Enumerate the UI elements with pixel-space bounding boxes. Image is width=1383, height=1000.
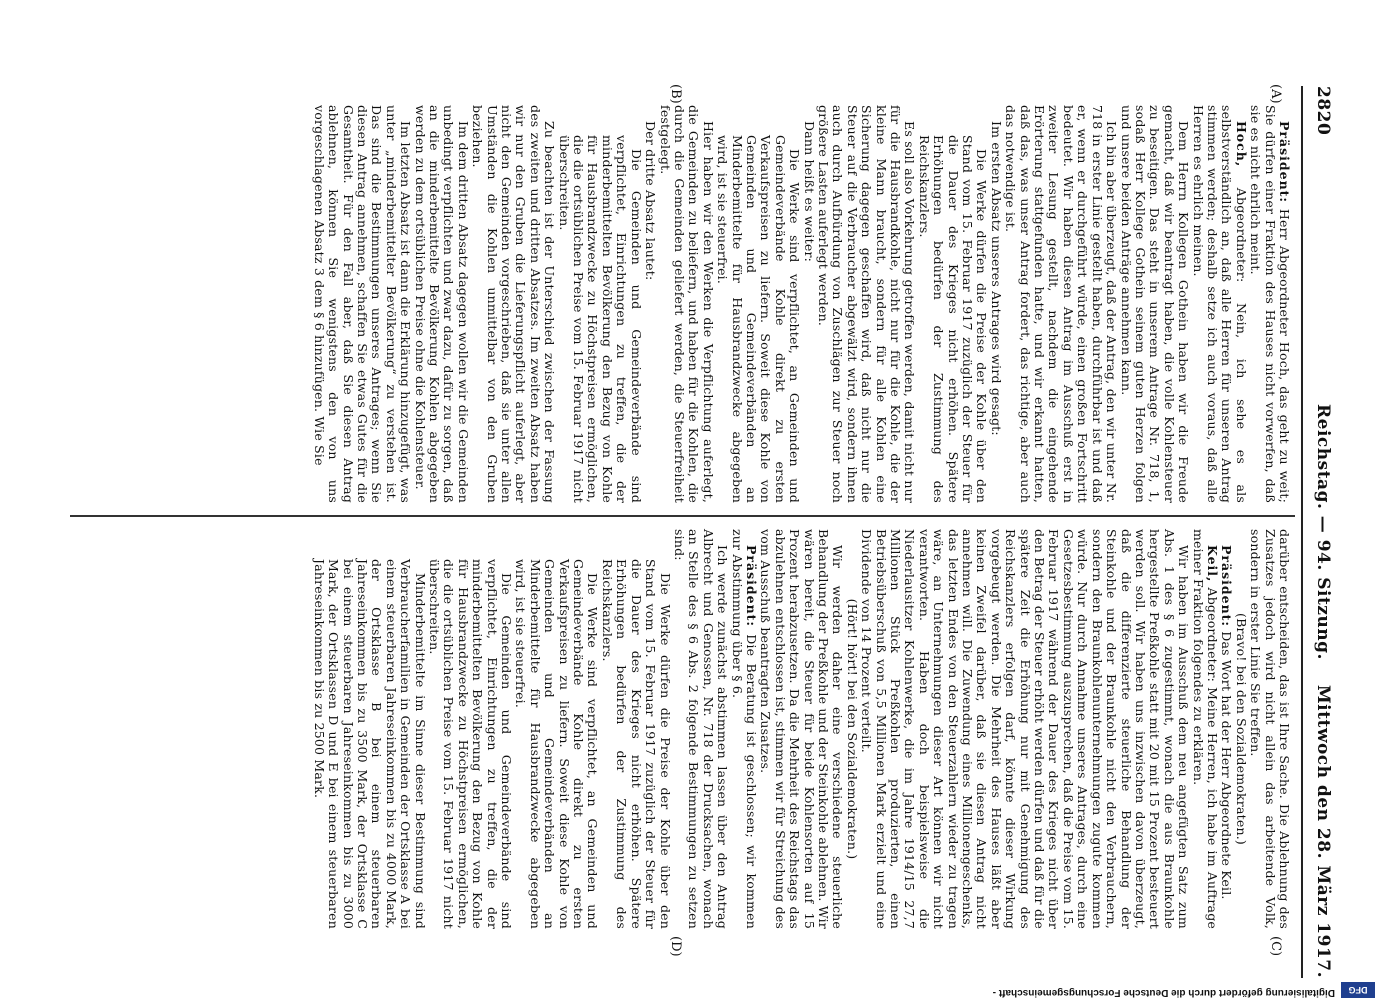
paragraph xyxy=(729,529,758,929)
dfg-logo-text: DFG xyxy=(1348,985,1368,995)
paragraph xyxy=(1248,105,1291,503)
margin-label-b: (B) xyxy=(668,84,683,104)
paragraph xyxy=(916,105,988,503)
paragraph-text: Ich bin aber überzeugt, daß der Antrag, den wir unter Nr. 718 in erster Linie gestellt haben, durchführbar ist und daß er, wenn er durchgeführt würde, einen großen Fortschritt bedeutet. Wir haben diesen Antrag im Ausschuß erst in zweiter Lesung gestellt, nachdem die eingehende Erörterung stattgefunden hatte, und wir erkannt hatten, daß das, was unser Antrag fordert, das richtige, aber auch das notwendige ist. xyxy=(1003,105,1120,503)
paragraph-text: Dann heißt es weiter: xyxy=(801,121,817,263)
paragraph xyxy=(311,105,412,503)
paragraph-text: Wir haben im Ausschuß dem neu angefügten Satz zum Abs. 1 des § 6 zugestimmt, wonach die aus Braunkohle hergestellte Preßkohle statt mit 20 mit 15 Prozent besteuert werden soll. Wir haben uns inzwischen davon überzeugt, daß die differenzierte steuerliche Behandlung der Steinkohle und der Braunkohle nicht den Verbrauchern, sondern den Braunkohlenunternehmungen zugute kommen würde. Nur durch Annahme unseres Antrages, durch eine Gesetzesbestimmung auszusprechen, daß die Preise vom 15. Februar 1917 während der Dauer des Krieges nicht über den Betrag der Steuer erhöht werden dürfen und daß für die spätere Zeit die Erhöhung nur mit Genehmigung des Reichskanzlers erfolgen darf, könnte dieser Wirkung vorgebeugt werden. Die Mehrheit des Hauses läßt aber keinen Zweifel darüber, daß sie diesen Antrag nicht annehmen will. Die Zuwendung eines Millionengeschenks, das letzten Endes von den Steuerzahlern wieder zu tragen wäre, an Unternehmungen dieser Art können wir nicht verantworten. Haben doch beispielsweise die Niederlausitzer Kohlenwerke, die im Jahre 1914/15 27,7 Millionen Stück Preßkohlen produzierten, einen Betriebsüberschuß von 5,5 Millionen Mark erzielt und eine Dividende von 14 Prozent verteilt. xyxy=(859,529,1192,929)
dfg-logo xyxy=(1341,982,1375,998)
paragraph-text: darüber entscheiden, das ist Ihre Sache. Die Ablehnung des Zusatzes jedoch wird nicht allein das arbeitende Volk, sondern in erster Linie Sie treffen. xyxy=(1248,529,1292,929)
paragraph-text: Der dritte Absatz lautet: xyxy=(643,121,659,281)
paragraph xyxy=(657,105,715,503)
header-rule xyxy=(1302,86,1304,978)
paragraph-text: Dem Herrn Kollegen Gothein haben wir die Freude gemacht, daß wir beantragt haben, die volle Kohlensteuer zu beseitigen. Das steht in unserem Antrage Nr. 718, 1, sodaß Herr Kollege Gothein seinem guten Herzen folgen und unsere beiden Anträge annehmen kann. xyxy=(1118,105,1192,503)
paragraph-text: Ich werde zunächst abstimmen lassen über den Antrag Albrecht und Genossen, Nr. 718 der Drucksachen, wonach an Stelle des § 6 Abs. 2 folgende Bestimmungen zu setzen sind: xyxy=(671,529,731,929)
paragraph-text: (Bravo! bei den Sozialdemokraten.) xyxy=(1233,613,1249,845)
paragraph xyxy=(643,105,657,503)
session-title: Reichstag. — 94. Sitzung. xyxy=(1313,404,1333,660)
paragraph-text: Herr Abgeordneter Hoch, das geht zu weit; Sie dürfen einer Fraktion des Hauses nicht vorwerfen, daß sie es nicht ehrlich meint. xyxy=(1248,105,1292,503)
page-number: 2820 xyxy=(1313,86,1333,136)
paragraph-text: Das Wort hat der Herr Abgeordnete Keil. xyxy=(1219,627,1235,900)
speaker-name: Keil, xyxy=(1204,545,1220,583)
paragraph xyxy=(758,529,844,929)
paragraph xyxy=(801,105,815,503)
paragraph xyxy=(412,105,470,503)
paragraph-text: Im letzten Absatz ist dann die Erklärung hinzugefügt, was unter „minderbemittelter Bevölkerung“ zu verstehen ist. Das sind die Bestimmungen unseres Antrages; wenn Sie diesen Antrag annehmen, schaffen Sie etwas Gutes für die Gesamtheit. Für den Fall aber, daß Sie diesen Antrag ablehnen, können Sie wenigstens den von uns vorgeschlagenen Absatz 3 dem § 6 hinzufügen. Wie Sie xyxy=(311,105,414,503)
paragraph-text: Wir werden daher eine verschiedene steuerliche Behandlung der Preßkohle und der Steinkohle ablehnen. Wir wären bereit, die Steuer für beide Kohlensorten auf 15 Prozent herabzusetzen. Da die Mehrheit des Reichstags das abzulehnen entschlossen ist, stimmen wir für Streichung des vom Ausschuß beantragten Zusatzes. xyxy=(758,529,846,929)
paragraph xyxy=(600,529,672,929)
paragraph-text: Die Gemeinden und Gemeindeverbände sind verpflichtet, Einrichtungen zu treffen, die der minderbemittelten Bevölkerung den Bezug von Kohle für Hausbrandzwecke zu Höchstpreisen ermöglichen, die die ortsüblichen Preise vom 15. Februar 1917 nicht überschreiten. xyxy=(427,559,515,929)
page-header xyxy=(1309,86,1333,978)
paragraph-text: Die Werke sind verpflichtet, an Gemeinden und Gemeindeverbände Kohle direkt zu ersten Verkaufspreisen zu liefern. Soweit diese Kohle von Gemeinden und Gemeindeverbänden an Minderbemittelte für Hausbrandzwecke abgegeben wird, ist sie steuerfrei. xyxy=(715,135,803,503)
speaker-name: Hoch, xyxy=(1233,121,1249,168)
credit-text: Digitalisierung gefördert durch die Deutsche Forschungsgemeinschaft - xyxy=(992,987,1335,998)
paragraph xyxy=(513,529,599,929)
column-divider xyxy=(70,515,1295,517)
paragraph xyxy=(1190,529,1219,929)
margin-label-c: (C) xyxy=(1268,936,1283,957)
paragraph-text: Hier haben wir den Werken die Verpflichtung auferlegt, die Gemeinden zu beliefern, und haben für die Kohlen, die durch die Gemeinden geliefert werden, die Steuerfreiheit festgelegt. xyxy=(657,105,716,503)
paragraph xyxy=(556,105,642,503)
paragraph xyxy=(816,105,917,503)
margin-label-d: (D) xyxy=(668,936,683,957)
speaker-name: Präsident: xyxy=(1277,121,1292,204)
paragraph xyxy=(988,105,1002,503)
paragraph xyxy=(311,529,426,929)
paragraph-text: Die Werke sind verpflichtet, an Gemeinden und Gemeindeverbände Kohle direkt zu ersten Verkaufspreisen zu liefern. Soweit diese Kohle von Gemeinden und Gemeindeverbänden an Minderbemittelte für Hausbrandzwecke abgegeben wird, ist sie steuerfrei. xyxy=(513,559,601,929)
paragraph-text: Im dem dritten Absatz dagegen wollen wir die Gemeinden unbedingt verpflichten und zwar dazu, dafür zu sorgen, daß an die minderbemittelte Bevölkerung Kohlen abgegeben werden zu dem ortsüblichen Preise ohne die Kohlensteuer. xyxy=(412,105,471,503)
paragraph xyxy=(1118,105,1190,503)
paragraph xyxy=(672,529,730,929)
paragraph xyxy=(427,529,513,929)
paragraph-text: Es soll also Vorkehrung getroffen werden, damit nicht nur für die Hausbrandkohle, nicht nur für die Kohle, die der kleine Mann braucht, sondern für alle Kohlen eine Sicherung dagegen geschaffen wird, daß nicht nur die Steuer auf die Verbraucher abgewälzt wird, sondern ihnen auch durch Aufbürdung von Zuschlägen zur Steuer noch größere Lasten auferlegt werden. xyxy=(816,105,918,503)
paragraph xyxy=(1190,105,1248,503)
paragraph-text: Minderbemittelte im Sinne dieser Bestimmung sind Verbraucherfamilien in Gemeinden der Ortsklasse A bei einem steuerbaren Jahreseinkommen bis zu 4000 Mark, der Ortsklasse B bei einem steuerbaren Jahreseinkommen bis zu 3500 Mark, der Ortsklasse C bei einem steuerbaren Jahreseinkommen bis zu 3000 Mark, der Ortsklassen D und E bei einem steuerbaren Jahreseinkommen bis zu 2500 Mark. xyxy=(311,559,428,929)
paragraph-text: Zu beachten ist der Unterschied zwischen der Fassung des zweiten und dritten Absatzes. Im zweiten Absatz haben wir nur den Gruben die Lieferungspflicht auferlegt, aber nicht den Gemeinden vorgeschrieben, daß sie unter allen Umständen die Kohlen unmittelbar von den Gruben beziehen. xyxy=(470,105,558,503)
paragraph-text: (Hört! hört! bei den Sozialdemokraten.) xyxy=(844,598,860,860)
paragraph xyxy=(1248,529,1291,929)
paragraph xyxy=(715,105,801,503)
right-column xyxy=(311,529,1291,929)
paragraph xyxy=(1219,529,1233,929)
paragraph-text: Die Werke dürfen die Preise der Kohle über den Stand vom 15. Februar 1917 zuzüglich der Steuer für die Dauer des Krieges nicht erhöhen. Spätere Erhöhungen bedürfen der Zustimmung des Reichskanzlers. xyxy=(916,135,990,503)
paragraph xyxy=(1003,105,1118,503)
paragraph-text: Die Gemeinden und Gemeindeverbände sind verpflichtet, Einrichtungen zu treffen, die der minderbemittelten Bevölkerung den Bezug von Kohle für Hausbrandzwecke zu Höchstpreisen ermöglichen, die die ortsüblichen Preise vom 15. Februar 1917 nicht überschreiten. xyxy=(556,135,644,503)
digitization-credit xyxy=(745,986,1335,998)
paragraph xyxy=(859,529,1190,929)
speaker-name: Präsident: xyxy=(1219,545,1235,628)
speaker-name: Präsident: xyxy=(743,545,759,628)
paragraph-text: Abgeordneter: Nein, ich sehe es als selbstverständlich an, daß alle Herren für unseren Antrag stimmen werden; deshalb setze ich auch voraus, daß alle Herren es ehrlich meinen. xyxy=(1190,105,1249,503)
paragraph-text: Im ersten Absatz unseres Antrages wird gesagt: xyxy=(988,121,1004,436)
paragraph-text: Die Werke dürfen die Preise der Kohle über den Stand vom 15. Februar 1917 zuzüglich der Steuer für die Dauer des Krieges nicht erhöhen. Spätere Erhöhungen bedürfen der Zustimmung des Reichskanzlers. xyxy=(599,559,673,929)
paragraph xyxy=(1233,529,1247,929)
session-date: Mittwoch den 28. März 1917. xyxy=(1313,684,1333,978)
paragraph-text: Abgeordneter: Meine Herren, ich habe im Auftrage meiner Fraktion folgendes zu erklären. xyxy=(1190,529,1220,929)
paragraph-text: Die Beratung ist geschlossen; wir kommen zur Abstimmung über § 6. xyxy=(729,529,759,929)
margin-label-a: (A) xyxy=(1268,84,1283,104)
paragraph xyxy=(844,529,858,929)
left-column xyxy=(311,105,1291,503)
paragraph xyxy=(470,105,556,503)
